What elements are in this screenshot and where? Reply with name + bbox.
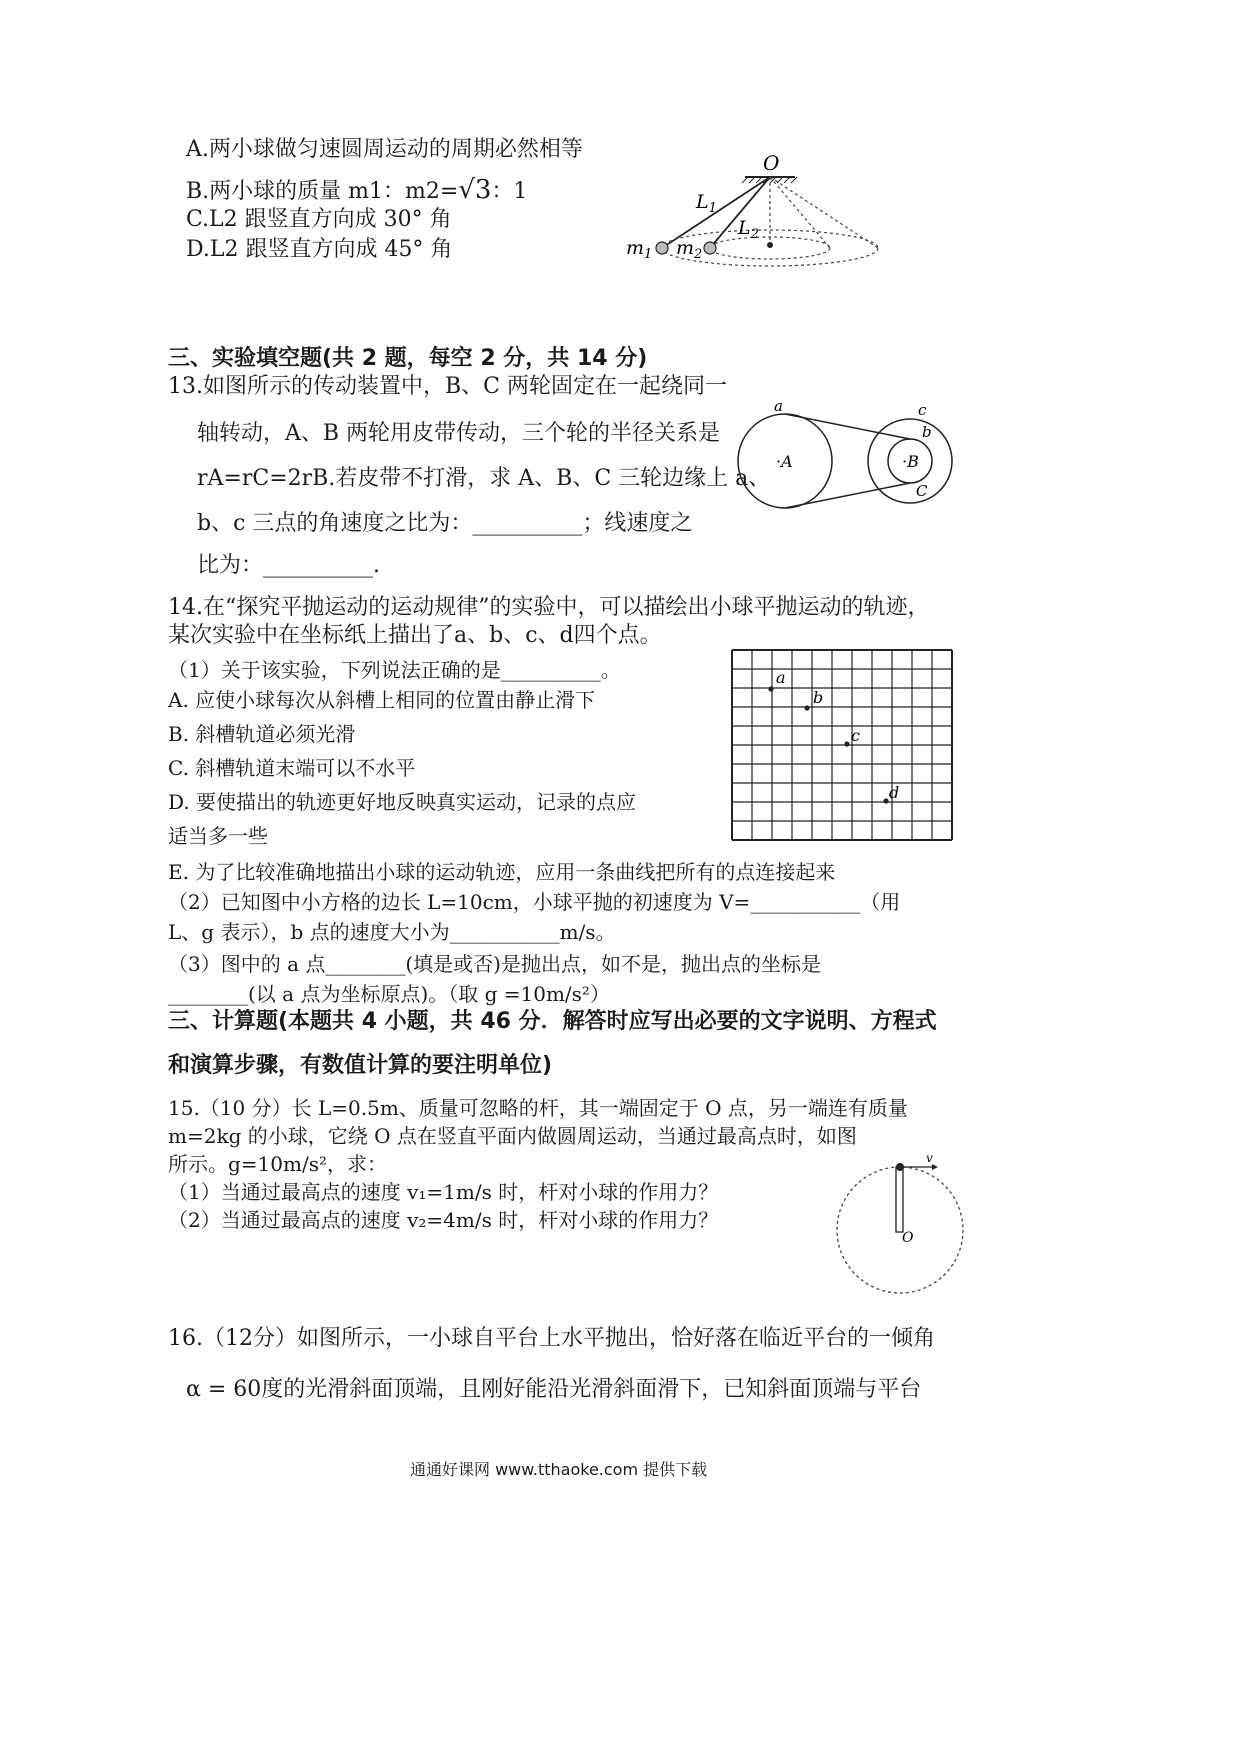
q14-part-2-line-1: （2）已知图中小方格的边长 L=10cm，小球平抛的初速度为 V=___________（用 <box>168 890 901 914</box>
q15-line-1: 15.（10 分）长 L=0.5m、质量可忽略的杆，其一端固定于 O 点，另一端连有质量 <box>168 1096 908 1120</box>
fig-label-o: O <box>763 151 780 175</box>
q12-option-b-pre: B.两小球的质量 m1：m2= <box>186 179 459 204</box>
conical-pendulum-figure <box>620 140 970 280</box>
q16-line-2: α = 60度的光滑斜面顶端，且刚好能沿光滑斜面滑下，已知斜面顶端与平台 <box>186 1377 922 1402</box>
q15-part-1: （1）当通过最高点的速度 v₁=1m/s 时，杆对小球的作用力？ <box>168 1180 719 1204</box>
q12-option-b-post: ：1 <box>491 179 528 204</box>
fig-label-l2: $L_2$ <box>738 217 759 242</box>
q14-option-e: E. 为了比较准确地描出小球的运动轨迹，应用一条曲线把所有的点连接起来 <box>168 860 836 884</box>
q14-part-1: （1）关于该实验，下列说法正确的是__________。 <box>168 658 621 682</box>
q13-line-1: 13.如图所示的传动装置中，B、C 两轮固定在一起绕同一 <box>168 374 727 399</box>
q14-option-a: A. 应使小球每次从斜槽上相同的位置由静止滑下 <box>168 688 596 712</box>
q14-option-d-1: D. 要使描出的轨迹更好地反映真实运动，记录的点应 <box>168 790 637 814</box>
q13-line-5: 比为：__________. <box>197 553 380 578</box>
q16-line-1: 16.（12分）如图所示，一小球自平台上水平抛出，恰好落在临近平台的一倾角 <box>168 1326 935 1351</box>
q14-line-2: 某次实验中在坐标纸上描出了a、b、c、d四个点。 <box>168 623 662 648</box>
q14-option-b: B. 斜槽轨道必须光滑 <box>168 722 356 746</box>
fig-label-wheel-b: ·B <box>902 452 919 471</box>
q13-line-2: 轴转动，A、B 两轮用皮带传动，三个轮的半径关系是 <box>197 421 721 446</box>
fig-label-wheel-c: C <box>916 482 928 500</box>
grid-label-b: b <box>813 688 824 707</box>
q13-line-3: rA=rC=2rB.若皮带不打滑，求 A、B、C 三轮边缘上 a、 <box>197 466 771 491</box>
fig-label-m2: $m_2$ <box>676 237 703 262</box>
fig-label-o-center: O <box>902 1230 914 1246</box>
grid-label-a: a <box>776 668 786 687</box>
q14-part-3-line-1: （3）图中的 a 点________(填是或否)是抛出点，如不是，抛出点的坐标是 <box>168 952 821 976</box>
fig-label-c-point: c <box>918 401 927 419</box>
q12-option-b-sqrt: √3 <box>458 175 492 205</box>
q15-part-2: （2）当通过最高点的速度 v₂=4m/s 时，杆对小球的作用力？ <box>168 1208 719 1232</box>
trajectory-grid-figure <box>730 648 954 842</box>
q12-option-c: C.L2 跟竖直方向成 30° 角 <box>186 207 452 232</box>
q13-line-4: b、c 三点的角速度之比为：__________；线速度之 <box>197 511 693 536</box>
q15-line-3: 所示。g=10m/s²，求： <box>168 1152 387 1176</box>
q12-option-b <box>186 176 527 206</box>
q14-part-3-line-2: ________(以 a 点为坐标原点)。（取 g =10m/s²） <box>168 982 610 1006</box>
grid-label-d: d <box>889 783 900 802</box>
q14-option-d-2: 适当多一些 <box>168 824 268 848</box>
fig-label-a: a <box>774 397 783 415</box>
rod-circle-figure <box>830 1150 980 1300</box>
fig-label-m1: $m_1$ <box>626 237 653 262</box>
q14-line-1: 14.在“探究平抛运动的运动规律”的实验中，可以描绘出小球平抛运动的轨迹， <box>168 595 930 620</box>
fig-label-v: v <box>926 1151 933 1165</box>
q12-option-a: A.两小球做匀速圆周运动的周期必然相等 <box>186 137 583 162</box>
section-calculation-heading-2: 和演算步骤，有数值计算的要注明单位) <box>168 1053 553 1078</box>
fig-label-l1: $L_1$ <box>696 191 717 216</box>
q14-part-2-line-2: L、g 表示），b 点的速度大小为___________m/s。 <box>168 920 616 944</box>
fig-label-wheel-a: ·A <box>776 452 793 471</box>
q14-option-c: C. 斜槽轨道末端可以不水平 <box>168 756 416 780</box>
grid-lines <box>732 650 952 840</box>
grid-label-c: c <box>851 726 860 745</box>
q15-line-2: m=2kg 的小球，它绕 O 点在竖直平面内做圆周运动，当通过最高点时，如图 <box>168 1124 857 1148</box>
fig-label-b-point: b <box>922 423 932 441</box>
section-calculation-heading-1: 三、计算题(本题共 4 小题，共 46 分．解答时应写出必要的文字说明、方程式 <box>168 1009 937 1034</box>
section-experiment-heading: 三、实验填空题(共 2 题，每空 2 分，共 14 分) <box>168 346 648 371</box>
page-footer: 通通好课网 www.tthaoke.com 提供下载 <box>410 1460 708 1479</box>
q12-option-d: D.L2 跟竖直方向成 45° 角 <box>186 237 453 262</box>
belt-drive-figure <box>730 395 980 510</box>
